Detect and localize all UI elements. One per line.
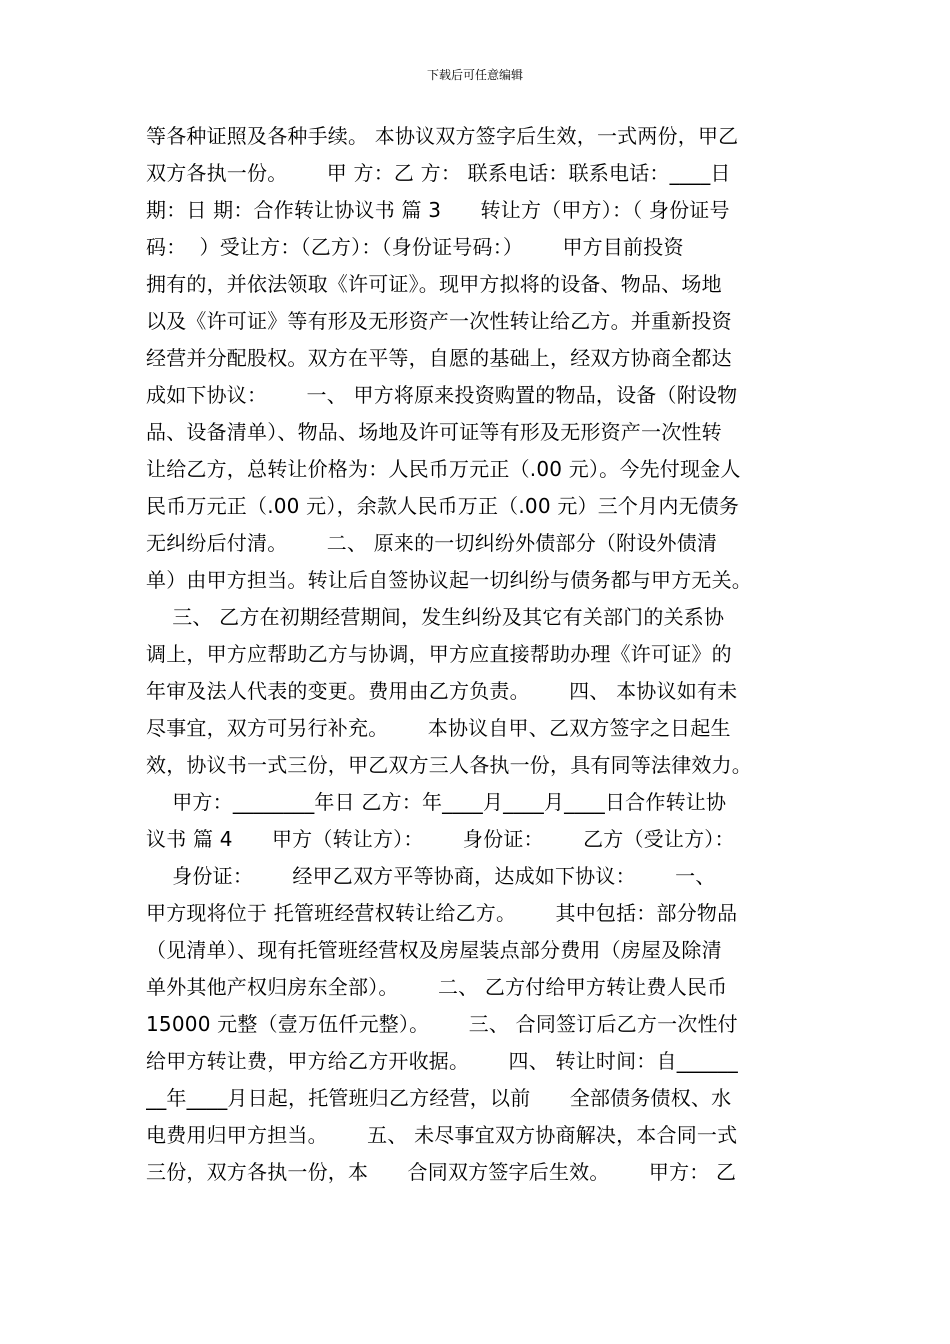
document-body	[146, 118, 814, 1191]
text-line: 调上，甲方应帮助乙方与协调，甲方应直接帮助办理《许可证》的	[146, 642, 732, 666]
text-line: （见清单）、现有托管班经营权及房屋装点部分费用（房屋及除清	[146, 938, 722, 962]
text-line: 民币万元正（.00 元），余款人民币万正（.00 元）三个月内无债务	[146, 494, 740, 518]
text-line: 等各种证照及各种手续。 本协议双方签字后生效，一式两份，甲乙	[146, 124, 739, 148]
text-line: 电费用归甲方担当。 五、 未尽事宜双方协商解决，本合同一式	[146, 1123, 738, 1147]
text-line: 单）由甲方担当。转让后自签协议起一切纠纷与债务都与甲方无关。	[146, 568, 752, 592]
text-line: 甲方现将位于 托管班经营权转让给乙方。 其中包括：部分物品	[146, 901, 738, 925]
text-line: 品、设备清单）、物品、场地及许可证等有形及无形资产一次性转	[146, 420, 722, 444]
text-line: 期：日 期：合作转让协议书 篇 3 转让方（甲方）：（ 身份证号	[146, 198, 730, 222]
header-note: 下载后可任意编辑	[426, 68, 523, 82]
text-line: 以及《许可证》等有形及无形资产一次性转让给乙方。并重新投资	[146, 309, 732, 333]
text-line: 效，协议书一式三份，甲乙双方三人各执一份，具有同等法律效力。	[146, 753, 752, 777]
text-line: 成如下协议： 一、 甲方将原来投资购置的物品，设备（附设物	[146, 383, 738, 407]
text-line: 年审及法人代表的变更。费用由乙方负责。 四、 本协议如有未	[146, 679, 738, 703]
text-line: 给甲方转让费，甲方给乙方开收据。 四、 转让时间：自______	[146, 1049, 738, 1073]
text-line: 尽事宜，双方可另行补充。 本协议自甲、乙双方签字之日起生	[146, 716, 731, 740]
text-line: 码： ）受让方：（乙方）：（身份证号码：） 甲方目前投资	[146, 235, 684, 259]
text-line: 拥有的，并依法领取《许可证》。现甲方拟将的设备、物品、场地	[146, 272, 722, 296]
text-line: 议书 篇 4 甲方（转让方）： 身份证： 乙方（受让方）：	[146, 827, 735, 851]
text-line: 单外其他产权归房东全部）。 二、 乙方付给甲方转让费人民币	[146, 975, 728, 999]
text-line: 甲方：________年日 乙方：年____月____月____日合作转让协	[146, 790, 727, 814]
text-line: 三份，双方各执一份，本 合同双方签字后生效。 甲方： 乙	[146, 1160, 737, 1184]
text-line: __年____月日起，托管班归乙方经营，以前 全部债务债权、水	[146, 1086, 732, 1110]
text-line: 经营并分配股权。双方在平等，自愿的基础上，经双方协商全都达	[146, 346, 732, 370]
text-line: 双方各执一份。 甲 方：乙 方： 联系电话：联系电话：____日	[146, 161, 731, 185]
text-line: 三、 乙方在初期经营期间，发生纠纷及其它有关部门的关系协	[146, 605, 725, 629]
text-line: 身份证： 经甲乙双方平等协商，达成如下协议： 一、	[146, 864, 716, 888]
text-line: 让给乙方，总转让价格为：人民币万元正（.00 元）。今先付现金人	[146, 457, 741, 481]
text-line: 无纠纷后付清。 二、 原来的一切纠纷外债部分（附设外债清	[146, 531, 718, 555]
text-line: 15000 元整（壹万伍仟元整）。 三、 合同签订后乙方一次性付	[146, 1012, 738, 1036]
